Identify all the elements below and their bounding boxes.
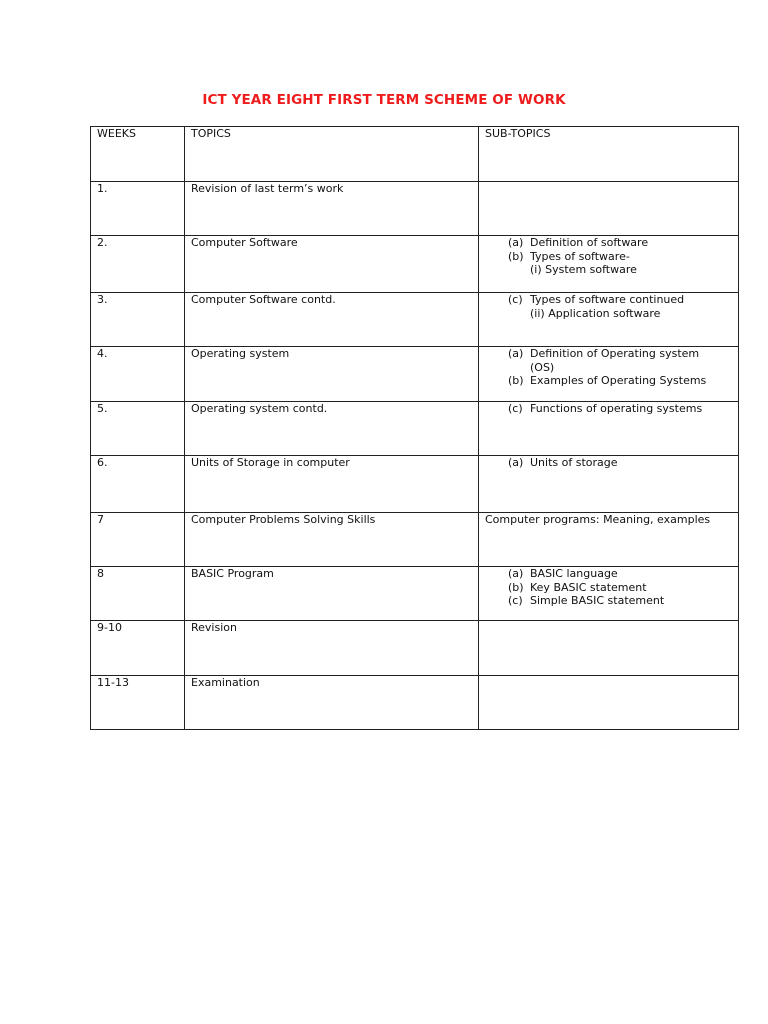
subtopic-item-text: (ii) Application software xyxy=(530,306,661,320)
topic-cell xyxy=(185,621,479,676)
topic-cell xyxy=(185,676,479,730)
topic-cell xyxy=(185,567,479,621)
subtopic-marker: (c) xyxy=(508,594,523,607)
subtopic-marker: (b) xyxy=(508,374,524,387)
header-subtopics-label: SUB-TOPICS xyxy=(485,127,551,140)
header-weeks-label: WEEKS xyxy=(97,127,136,140)
topic-cell xyxy=(185,182,479,236)
subtopic-marker: (a) xyxy=(508,236,524,249)
subtopic-item xyxy=(508,456,732,470)
header-topics xyxy=(185,127,479,182)
subtopic-item-text: Definition of software xyxy=(530,236,649,249)
table-row xyxy=(91,567,739,621)
subtopic-item-text: Types of software- xyxy=(530,249,630,263)
subtopic-item-text: BASIC language xyxy=(530,567,618,580)
week-cell xyxy=(91,456,185,513)
subtopic-item-text: (i) System software xyxy=(530,263,637,276)
subtopic-list xyxy=(485,293,732,320)
subtopic-item xyxy=(508,263,732,277)
subtopic-list xyxy=(485,236,732,277)
header-topics-label: TOPICS xyxy=(191,127,231,140)
table-row xyxy=(91,293,739,347)
week-number: 9-10 xyxy=(97,621,122,634)
header-subtopics xyxy=(479,127,739,182)
table-row xyxy=(91,456,739,513)
table-row xyxy=(91,236,739,293)
topic-text: Examination xyxy=(191,676,260,689)
subtopic-list xyxy=(485,402,732,416)
subtopic-marker: (c) xyxy=(508,402,523,415)
topic-text: Computer Software contd. xyxy=(191,293,336,306)
table-row xyxy=(91,182,739,236)
subtopic-cell xyxy=(479,513,739,567)
subtopic-list xyxy=(485,347,732,388)
table-row xyxy=(91,513,739,567)
week-number: 11-13 xyxy=(97,676,129,689)
subtopic-marker: (a) xyxy=(508,347,524,360)
subtopic-cell xyxy=(479,293,739,347)
week-cell xyxy=(91,236,185,293)
table-row xyxy=(91,676,739,730)
week-cell xyxy=(91,402,185,456)
topic-cell xyxy=(185,513,479,567)
topic-text: Revision of last term’s work xyxy=(191,182,344,195)
week-number: 6. xyxy=(97,456,108,469)
topic-text: Computer Problems Solving Skills xyxy=(191,513,376,526)
subtopic-item-text: Key BASIC statement xyxy=(530,580,647,594)
subtopic-cell xyxy=(479,402,739,456)
week-number: 7 xyxy=(97,513,104,526)
subtopic-marker: (c) xyxy=(508,293,523,306)
subtopic-cell xyxy=(479,621,739,676)
subtopic-item xyxy=(508,361,732,375)
subtopic-cell xyxy=(479,182,739,236)
table-row xyxy=(91,402,739,456)
topic-cell xyxy=(185,402,479,456)
topic-text: Operating system xyxy=(191,347,290,360)
subtopic-item-text: Units of storage xyxy=(530,456,618,469)
topic-text: Units of Storage in computer xyxy=(191,456,350,469)
subtopic-item xyxy=(508,250,732,264)
subtopic-item-text: Examples of Operating Systems xyxy=(530,374,707,387)
week-cell xyxy=(91,182,185,236)
table-header-row xyxy=(91,127,739,182)
header-weeks xyxy=(91,127,185,182)
subtopic-item xyxy=(508,307,732,321)
subtopic-item-text: Functions of operating systems xyxy=(530,402,703,415)
document-title: ICT YEAR EIGHT FIRST TERM SCHEME OF WORK xyxy=(202,92,566,108)
week-number: 8 xyxy=(97,567,104,580)
week-cell xyxy=(91,347,185,402)
scheme-of-work-table xyxy=(90,126,739,730)
subtopic-cell xyxy=(479,567,739,621)
topic-cell xyxy=(185,347,479,402)
subtopic-marker: (b) xyxy=(508,580,524,594)
topic-text: Revision xyxy=(191,621,237,634)
week-cell xyxy=(91,621,185,676)
week-cell xyxy=(91,567,185,621)
subtopic-cell xyxy=(479,676,739,730)
subtopic-item-text: Definition of Operating system xyxy=(530,347,700,360)
subtopic-item xyxy=(508,347,732,361)
week-cell xyxy=(91,293,185,347)
table-row xyxy=(91,347,739,402)
subtopic-item-text: Types of software continued xyxy=(530,293,685,306)
week-cell xyxy=(91,676,185,730)
subtopic-item-text: Simple BASIC statement xyxy=(530,594,665,607)
subtopic-item xyxy=(508,594,732,608)
topic-text: BASIC Program xyxy=(191,567,274,580)
week-cell xyxy=(91,513,185,567)
week-number: 1. xyxy=(97,182,108,195)
subtopic-list xyxy=(485,567,732,608)
subtopic-marker: (b) xyxy=(508,249,524,263)
subtopic-item xyxy=(508,567,732,581)
subtopic-cell xyxy=(479,236,739,293)
subtopic-item xyxy=(508,402,732,416)
subtopic-item xyxy=(508,293,732,307)
topic-cell xyxy=(185,236,479,293)
subtopic-marker: (a) xyxy=(508,567,524,580)
week-number: 2. xyxy=(97,236,108,249)
week-number: 4. xyxy=(97,347,108,360)
week-number: 3. xyxy=(97,293,108,306)
subtopic-marker: (a) xyxy=(508,456,524,469)
subtopic-item-text: (OS) xyxy=(530,360,555,374)
topic-cell xyxy=(185,293,479,347)
subtopic-cell xyxy=(479,347,739,402)
topic-text: Computer Software xyxy=(191,236,298,249)
subtopic-item xyxy=(508,236,732,250)
subtopic-list xyxy=(485,456,732,470)
subtopic-text: Computer programs: Meaning, examples xyxy=(485,513,711,526)
subtopic-cell xyxy=(479,456,739,513)
subtopic-item xyxy=(508,581,732,595)
week-number: 5. xyxy=(97,402,108,415)
table-row xyxy=(91,621,739,676)
subtopic-item xyxy=(508,374,732,388)
topic-text: Operating system contd. xyxy=(191,402,328,415)
topic-cell xyxy=(185,456,479,513)
